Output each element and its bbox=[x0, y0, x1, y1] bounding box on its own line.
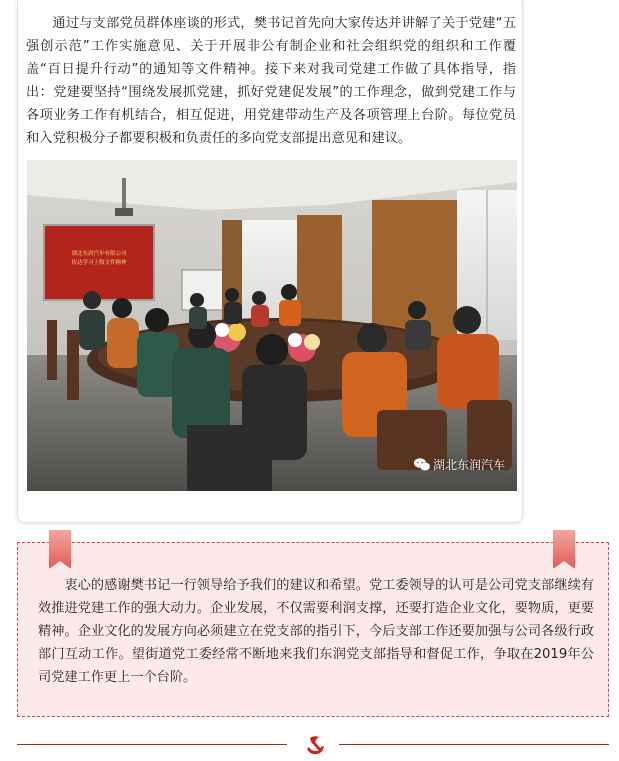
meeting-photo bbox=[27, 160, 517, 491]
intro-paragraph: 通过与支部党员群体座谈的形式，樊书记首先向大家传达并讲解了关于党建“五强创示范”工作实施意见、关于开展非公有制企业和社会组织党的组织和工作覆盖“百日提升行动”的通知等文件精神。接下来对我司党建工作做了具体指导，指出：党建要坚持“围绕发展抓党建，抓好党建促发展”的工作理念，做到党建工作与各项业务工作有机结合，相互促进，用党建带动生产及各项管理上台阶。每位党员和入党积极分子都要积极和负责任的多向党支部提出意见和建议。 bbox=[26, 16, 516, 146]
screen-title-line1: 湖北东润汽车有限公司 bbox=[71, 251, 127, 257]
watermark-text: 湖北东润汽车 bbox=[432, 458, 505, 472]
ribbon-tab-left bbox=[49, 530, 71, 568]
divider-left bbox=[17, 744, 287, 745]
party-emblem-icon bbox=[301, 731, 329, 759]
content-card-bottom bbox=[17, 542, 609, 717]
screen-title-line2: 传达学习上级文件精神 bbox=[71, 260, 127, 266]
wechat-icon bbox=[414, 458, 430, 471]
ribbon-tab-right bbox=[553, 530, 575, 568]
closing-paragraph: 衷心的感谢樊书记一行领导给予我们的建议和希望。党工委领导的认可是公司党支部继续有效推进党建工作的强大动力。企业发展，不仅需要利润支撑，还要打造企业文化，要物质，更要精神。企业文化的发展方向必须建立在党支部的指引下，今后支部工作还要加强与公司各级行政部门互动工作。望街道党工委经常不断地来我们东润党支部指导和督促工作，争取在2019年公司党建工作更上一个台阶。 bbox=[38, 578, 594, 685]
divider-right bbox=[339, 744, 609, 745]
meeting-scene bbox=[27, 160, 517, 491]
content-card-top bbox=[17, 0, 523, 523]
watermark bbox=[414, 456, 505, 473]
